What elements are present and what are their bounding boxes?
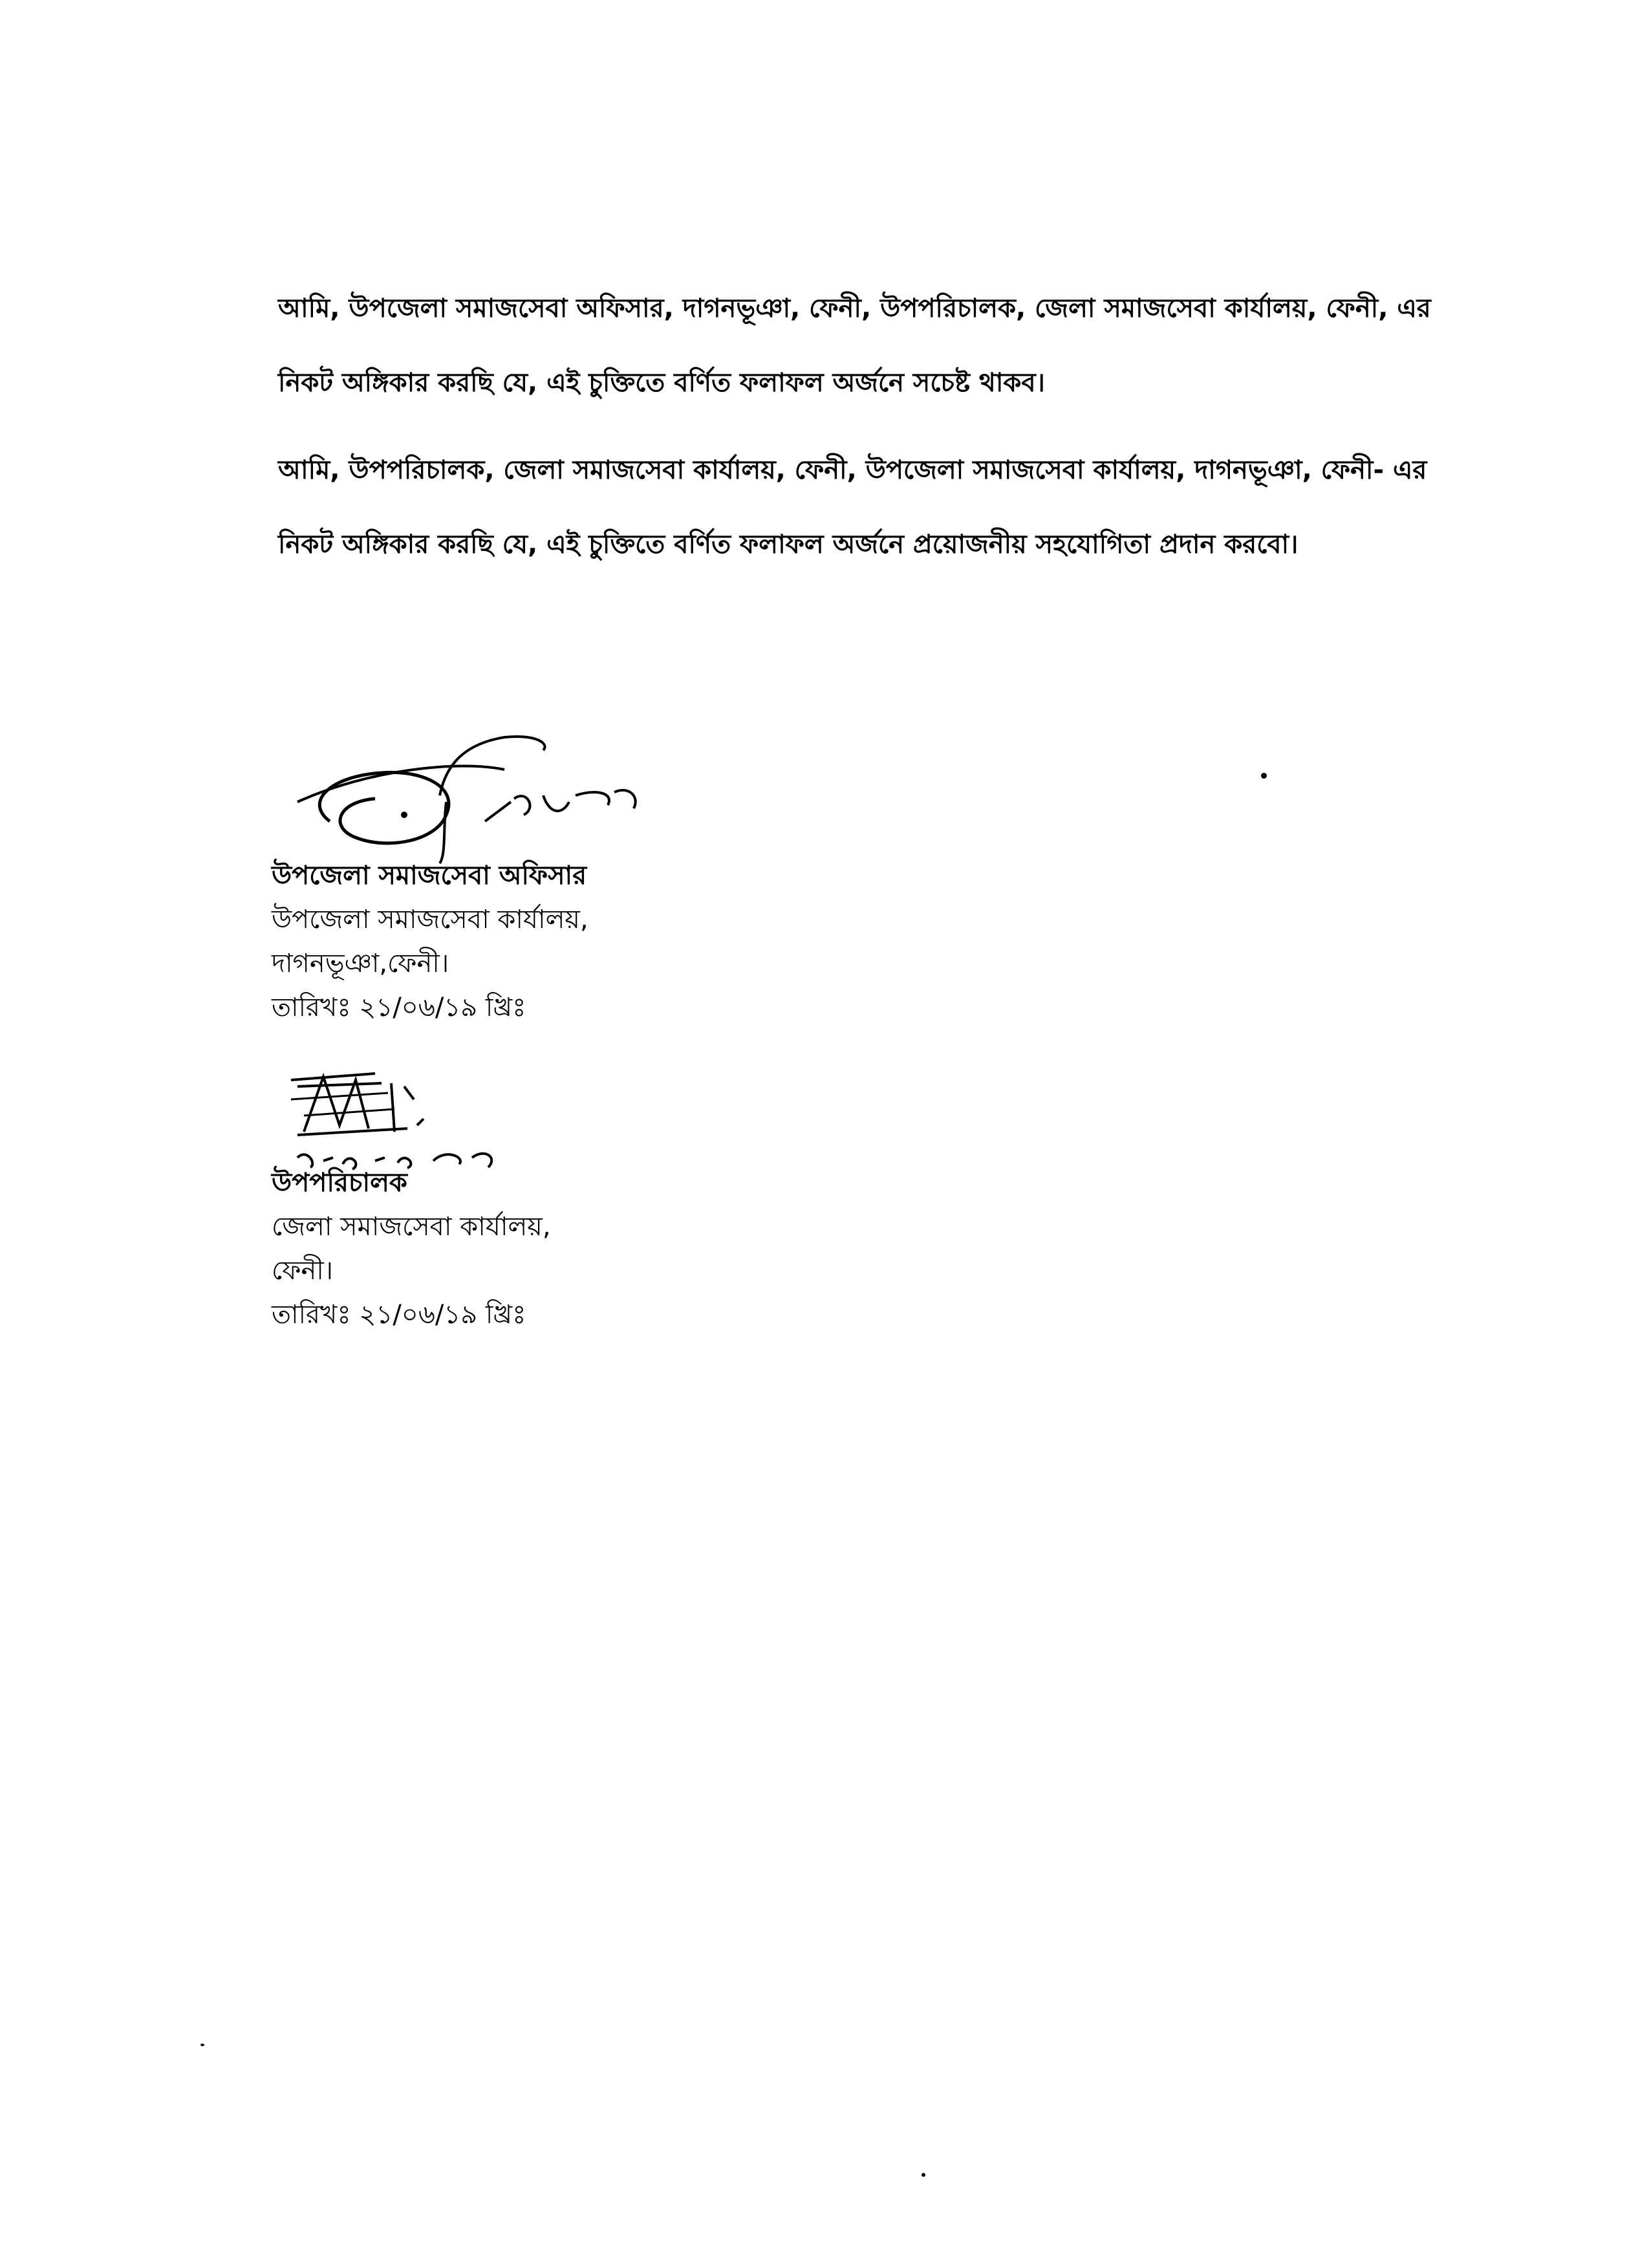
- signatory-2-location: ফেনী।: [272, 1256, 334, 1286]
- scan-speck: [921, 2173, 925, 2177]
- scan-speck: [1261, 773, 1267, 779]
- signatory-block-director: [272, 1161, 551, 1337]
- signatory-1-office: উপজেলা সমাজসেবা কার্যালয়,: [272, 905, 588, 934]
- signatory-2-office: জেলা সমাজসেবা কার্যালয়,: [272, 1212, 551, 1242]
- paragraph-1-text: আমি, উপজেলা সমাজসেবা অফিসার, দাগনভূঞা, ফেনী, উপপরিচালক, জেলা সমাজসেবা কার্যালয়, ফেনী, এর নিকট অঙ্গিকার করছি যে, এই চুক্তিতে বর্ণিত ফলাফল অর্জনে সচেষ্ট থাকব।: [278, 294, 1431, 398]
- paragraph-2-text: আমি, উপপরিচালক, জেলা সমাজসেবা কার্যালয়, ফেনী, উপজেলা সমাজসেবা কার্যালয়, দাগনভূঞা, ফেনী- এর নিকট অঙ্গিকার করছি যে, এই চুক্তিতে বর্ণিত ফলাফল অর্জনে প্রয়োজনীয় সহযোগিতা প্রদান করবো।: [278, 455, 1427, 559]
- signatory-2-title: উপপরিচালক: [272, 1168, 407, 1198]
- signatory-block-officer: [272, 854, 588, 1030]
- paragraph-commitment-officer: [162, 272, 1455, 420]
- signatory-1-location: দাগনভূঞা,ফেনী।: [272, 949, 449, 978]
- signatory-2-date: তারিখঃ ২১/০৬/১৯ খ্রিঃ: [272, 1300, 526, 1330]
- scan-speck: [200, 2044, 204, 2046]
- signature-1-image: [291, 724, 679, 873]
- signature-2-image: [278, 1054, 550, 1177]
- signatory-1-date: তারিখঃ ২১/০৬/১৯ খ্রিঃ: [272, 993, 526, 1022]
- signatory-1-title: উপজেলা সমাজসেবা অফিসার: [272, 861, 587, 891]
- paragraph-commitment-director: [162, 433, 1455, 582]
